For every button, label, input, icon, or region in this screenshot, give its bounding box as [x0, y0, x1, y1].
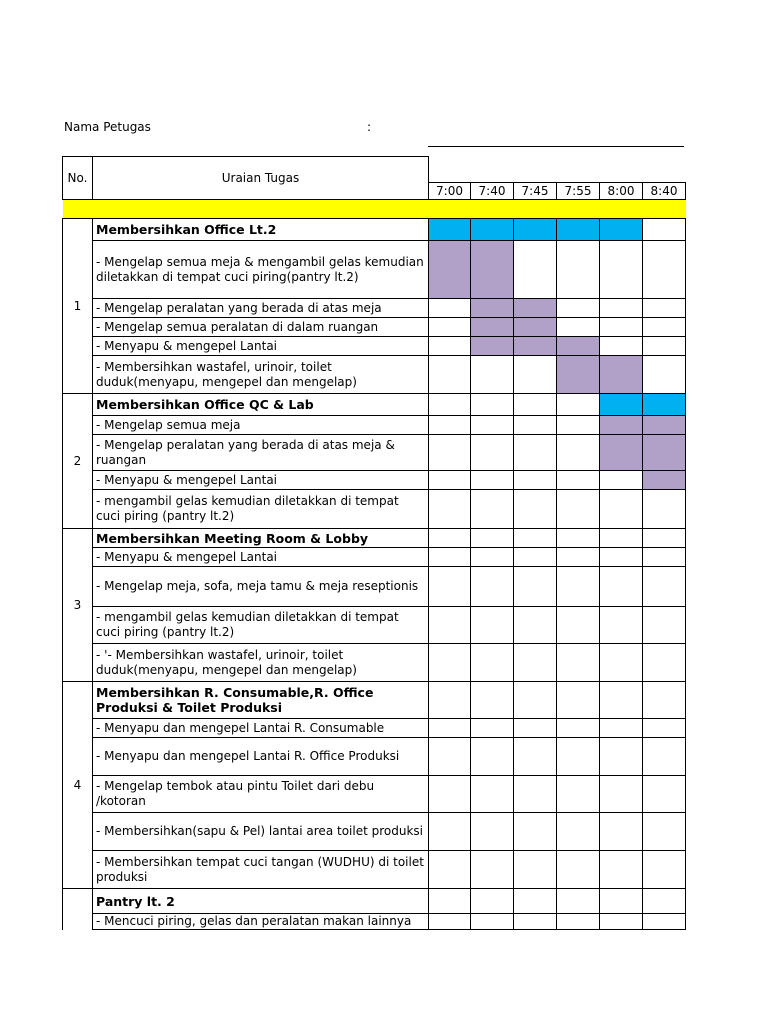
- schedule-cell: [429, 241, 471, 299]
- task-item: - Mengelap tembok atau pintu Toilet dari debu /kotoran: [93, 776, 429, 813]
- schedule-cell: [557, 490, 600, 529]
- schedule-cell: [429, 219, 471, 241]
- header-time-blank: [429, 157, 686, 183]
- yellow-cell: [429, 200, 471, 219]
- schedule-cell: [471, 607, 514, 644]
- schedule-cell: [471, 490, 514, 529]
- task-item: - '- Membersihkan wastafel, urinoir, toilet duduk(menyapu, mengepel dan mengelap): [93, 644, 429, 682]
- task-schedule-table: [62, 156, 686, 930]
- schedule-cell: [429, 644, 471, 682]
- schedule-cell: [557, 644, 600, 682]
- schedule-cell: [514, 529, 557, 548]
- schedule-cell: [514, 299, 557, 318]
- schedule-cell: [600, 471, 643, 490]
- schedule-cell: [643, 416, 686, 435]
- yellow-cell: [93, 200, 429, 219]
- header-time: 7:00: [429, 183, 471, 200]
- schedule-cell: [429, 416, 471, 435]
- schedule-cell: [471, 851, 514, 889]
- schedule-cell: [600, 529, 643, 548]
- schedule-cell: [557, 337, 600, 356]
- schedule-cell: [643, 299, 686, 318]
- name-label: Nama Petugas: [64, 120, 151, 134]
- schedule-cell: [471, 529, 514, 548]
- schedule-cell: [600, 394, 643, 416]
- schedule-cell: [429, 776, 471, 813]
- header-time: 7:55: [557, 183, 600, 200]
- schedule-cell: [514, 644, 557, 682]
- schedule-cell: [429, 738, 471, 776]
- schedule-cell: [429, 719, 471, 738]
- schedule-cell: [471, 471, 514, 490]
- schedule-cell: [643, 394, 686, 416]
- schedule-cell: [643, 851, 686, 889]
- header-time: 7:40: [471, 183, 514, 200]
- header-time: 7:45: [514, 183, 557, 200]
- yellow-cell: [63, 200, 93, 219]
- schedule-cell: [643, 644, 686, 682]
- schedule-cell: [471, 567, 514, 607]
- schedule-cell: [471, 356, 514, 394]
- schedule-cell: [557, 738, 600, 776]
- schedule-cell: [471, 416, 514, 435]
- schedule-cell: [514, 394, 557, 416]
- yellow-cell: [471, 200, 514, 219]
- schedule-cell: [643, 219, 686, 241]
- section-title: Membersihkan Office QC & Lab: [93, 394, 429, 416]
- schedule-cell: [514, 241, 557, 299]
- schedule-cell: [514, 471, 557, 490]
- header-no: No.: [63, 157, 93, 200]
- schedule-cell: [600, 356, 643, 394]
- schedule-cell: [514, 490, 557, 529]
- schedule-cell: [514, 851, 557, 889]
- schedule-cell: [557, 219, 600, 241]
- schedule-cell: [643, 435, 686, 471]
- schedule-cell: [514, 548, 557, 567]
- schedule-cell: [600, 219, 643, 241]
- schedule-cell: [600, 738, 643, 776]
- schedule-cell: [600, 607, 643, 644]
- schedule-cell: [643, 471, 686, 490]
- schedule-cell: [643, 318, 686, 337]
- schedule-cell: [471, 318, 514, 337]
- schedule-cell: [643, 682, 686, 719]
- task-item: - Menyapu & mengepel Lantai: [93, 548, 429, 567]
- schedule-cell: [600, 416, 643, 435]
- schedule-cell: [643, 529, 686, 548]
- schedule-cell: [429, 529, 471, 548]
- schedule-cell: [557, 567, 600, 607]
- schedule-cell: [429, 548, 471, 567]
- row-number: 4: [63, 682, 93, 889]
- schedule-cell: [557, 813, 600, 851]
- schedule-cell: [643, 567, 686, 607]
- schedule-cell: [557, 851, 600, 889]
- schedule-cell: [429, 851, 471, 889]
- schedule-cell: [557, 435, 600, 471]
- schedule-cell: [557, 719, 600, 738]
- schedule-cell: [600, 644, 643, 682]
- schedule-cell: [514, 682, 557, 719]
- schedule-cell: [471, 719, 514, 738]
- task-item: - Mencuci piring, gelas dan peralatan makan lainnya: [93, 914, 429, 930]
- task-item: - Membersihkan(sapu & Pel) lantai area toilet produksi: [93, 813, 429, 851]
- schedule-cell: [471, 914, 514, 930]
- schedule-cell: [429, 471, 471, 490]
- schedule-cell: [600, 435, 643, 471]
- section-title: Membersihkan Meeting Room & Lobby: [93, 529, 429, 548]
- schedule-cell: [471, 394, 514, 416]
- schedule-cell: [557, 776, 600, 813]
- schedule-cell: [557, 416, 600, 435]
- schedule-cell: [429, 889, 471, 914]
- schedule-cell: [557, 394, 600, 416]
- schedule-cell: [514, 889, 557, 914]
- schedule-cell: [600, 851, 643, 889]
- schedule-cell: [429, 914, 471, 930]
- schedule-cell: [514, 813, 557, 851]
- yellow-cell: [643, 200, 686, 219]
- schedule-cell: [471, 682, 514, 719]
- task-item: - Menyapu & mengepel Lantai: [93, 471, 429, 490]
- task-item: - Mengelap semua meja: [93, 416, 429, 435]
- schedule-cell: [471, 644, 514, 682]
- task-item: - mengambil gelas kemudian diletakkan di tempat cuci piring (pantry lt.2): [93, 490, 429, 529]
- task-item: - Menyapu dan mengepel Lantai R. Consumable: [93, 719, 429, 738]
- schedule-cell: [600, 813, 643, 851]
- schedule-cell: [429, 490, 471, 529]
- schedule-cell: [471, 889, 514, 914]
- schedule-cell: [471, 337, 514, 356]
- row-number: 1: [63, 219, 93, 394]
- task-item: - Mengelap meja, sofa, meja tamu & meja reseptionis: [93, 567, 429, 607]
- schedule-cell: [600, 682, 643, 719]
- task-item: - Mengelap semua meja & mengambil gelas kemudian diletakkan di tempat cuci piring(pantry lt.2): [93, 241, 429, 299]
- schedule-cell: [600, 337, 643, 356]
- schedule-cell: [514, 738, 557, 776]
- schedule-cell: [429, 435, 471, 471]
- schedule-cell: [514, 318, 557, 337]
- schedule-cell: [429, 394, 471, 416]
- schedule-cell: [643, 356, 686, 394]
- yellow-cell: [557, 200, 600, 219]
- schedule-cell: [643, 776, 686, 813]
- name-colon: :: [367, 120, 372, 134]
- schedule-cell: [514, 567, 557, 607]
- name-underline: [428, 146, 684, 147]
- task-item: - Mengelap peralatan yang berada di atas meja & ruangan: [93, 435, 429, 471]
- yellow-divider: [63, 200, 686, 219]
- schedule-cell: [600, 241, 643, 299]
- task-item: - Membersihkan wastafel, urinoir, toilet duduk(menyapu, mengepel dan mengelap): [93, 356, 429, 394]
- schedule-cell: [557, 889, 600, 914]
- schedule-cell: [557, 356, 600, 394]
- task-item: - Mengelap peralatan yang berada di atas meja: [93, 299, 429, 318]
- yellow-cell: [600, 200, 643, 219]
- schedule-cell: [600, 318, 643, 337]
- schedule-cell: [643, 914, 686, 930]
- schedule-cell: [600, 914, 643, 930]
- yellow-cell: [514, 200, 557, 219]
- section-title: Pantry lt. 2: [93, 889, 429, 914]
- schedule-cell: [514, 776, 557, 813]
- schedule-cell: [429, 682, 471, 719]
- task-item: - Menyapu & mengepel Lantai: [93, 337, 429, 356]
- header-task: Uraian Tugas: [93, 157, 429, 200]
- schedule-cell: [471, 219, 514, 241]
- schedule-cell: [557, 682, 600, 719]
- schedule-cell: [514, 607, 557, 644]
- schedule-cell: [471, 435, 514, 471]
- schedule-cell: [643, 548, 686, 567]
- schedule-cell: [514, 337, 557, 356]
- schedule-cell: [557, 241, 600, 299]
- schedule-cell: [557, 299, 600, 318]
- section-title: Membersihkan R. Consumable,R. Office Produksi & Toilet Produksi: [93, 682, 429, 719]
- schedule-cell: [600, 719, 643, 738]
- schedule-cell: [429, 567, 471, 607]
- schedule-cell: [600, 889, 643, 914]
- task-item: - Membersihkan tempat cuci tangan (WUDHU) di toilet produksi: [93, 851, 429, 889]
- schedule-cell: [557, 471, 600, 490]
- schedule-cell: [600, 299, 643, 318]
- schedule-cell: [557, 607, 600, 644]
- schedule-cell: [429, 813, 471, 851]
- section-title: Membersihkan Office Lt.2: [93, 219, 429, 241]
- schedule-cell: [643, 337, 686, 356]
- schedule-cell: [600, 776, 643, 813]
- schedule-cell: [514, 914, 557, 930]
- task-item: - Mengelap semua peralatan di dalam ruangan: [93, 318, 429, 337]
- schedule-cell: [643, 719, 686, 738]
- schedule-cell: [429, 607, 471, 644]
- schedule-cell: [471, 548, 514, 567]
- schedule-cell: [643, 607, 686, 644]
- schedule-cell: [514, 219, 557, 241]
- schedule-cell: [514, 416, 557, 435]
- header-time: 8:40: [643, 183, 686, 200]
- schedule-cell: [643, 490, 686, 529]
- schedule-cell: [471, 813, 514, 851]
- row-number: [63, 889, 93, 930]
- schedule-cell: [557, 914, 600, 930]
- schedule-cell: [643, 738, 686, 776]
- schedule-cell: [471, 299, 514, 318]
- task-item: - Menyapu dan mengepel Lantai R. Office Produksi: [93, 738, 429, 776]
- schedule-cell: [643, 241, 686, 299]
- schedule-cell: [557, 318, 600, 337]
- row-number: 2: [63, 394, 93, 529]
- schedule-cell: [429, 356, 471, 394]
- schedule-cell: [471, 776, 514, 813]
- schedule-cell: [643, 889, 686, 914]
- schedule-cell: [600, 548, 643, 567]
- header-time: 8:00: [600, 183, 643, 200]
- schedule-cell: [514, 435, 557, 471]
- schedule-cell: [600, 490, 643, 529]
- schedule-cell: [429, 337, 471, 356]
- schedule-cell: [600, 567, 643, 607]
- schedule-cell: [514, 356, 557, 394]
- schedule-cell: [429, 299, 471, 318]
- schedule-cell: [643, 813, 686, 851]
- schedule-cell: [471, 241, 514, 299]
- schedule-cell: [557, 529, 600, 548]
- schedule-cell: [514, 719, 557, 738]
- row-number: 3: [63, 529, 93, 682]
- schedule-cell: [557, 548, 600, 567]
- schedule-cell: [471, 738, 514, 776]
- task-item: - mengambil gelas kemudian diletakkan di tempat cuci piring (pantry lt.2): [93, 607, 429, 644]
- schedule-cell: [429, 318, 471, 337]
